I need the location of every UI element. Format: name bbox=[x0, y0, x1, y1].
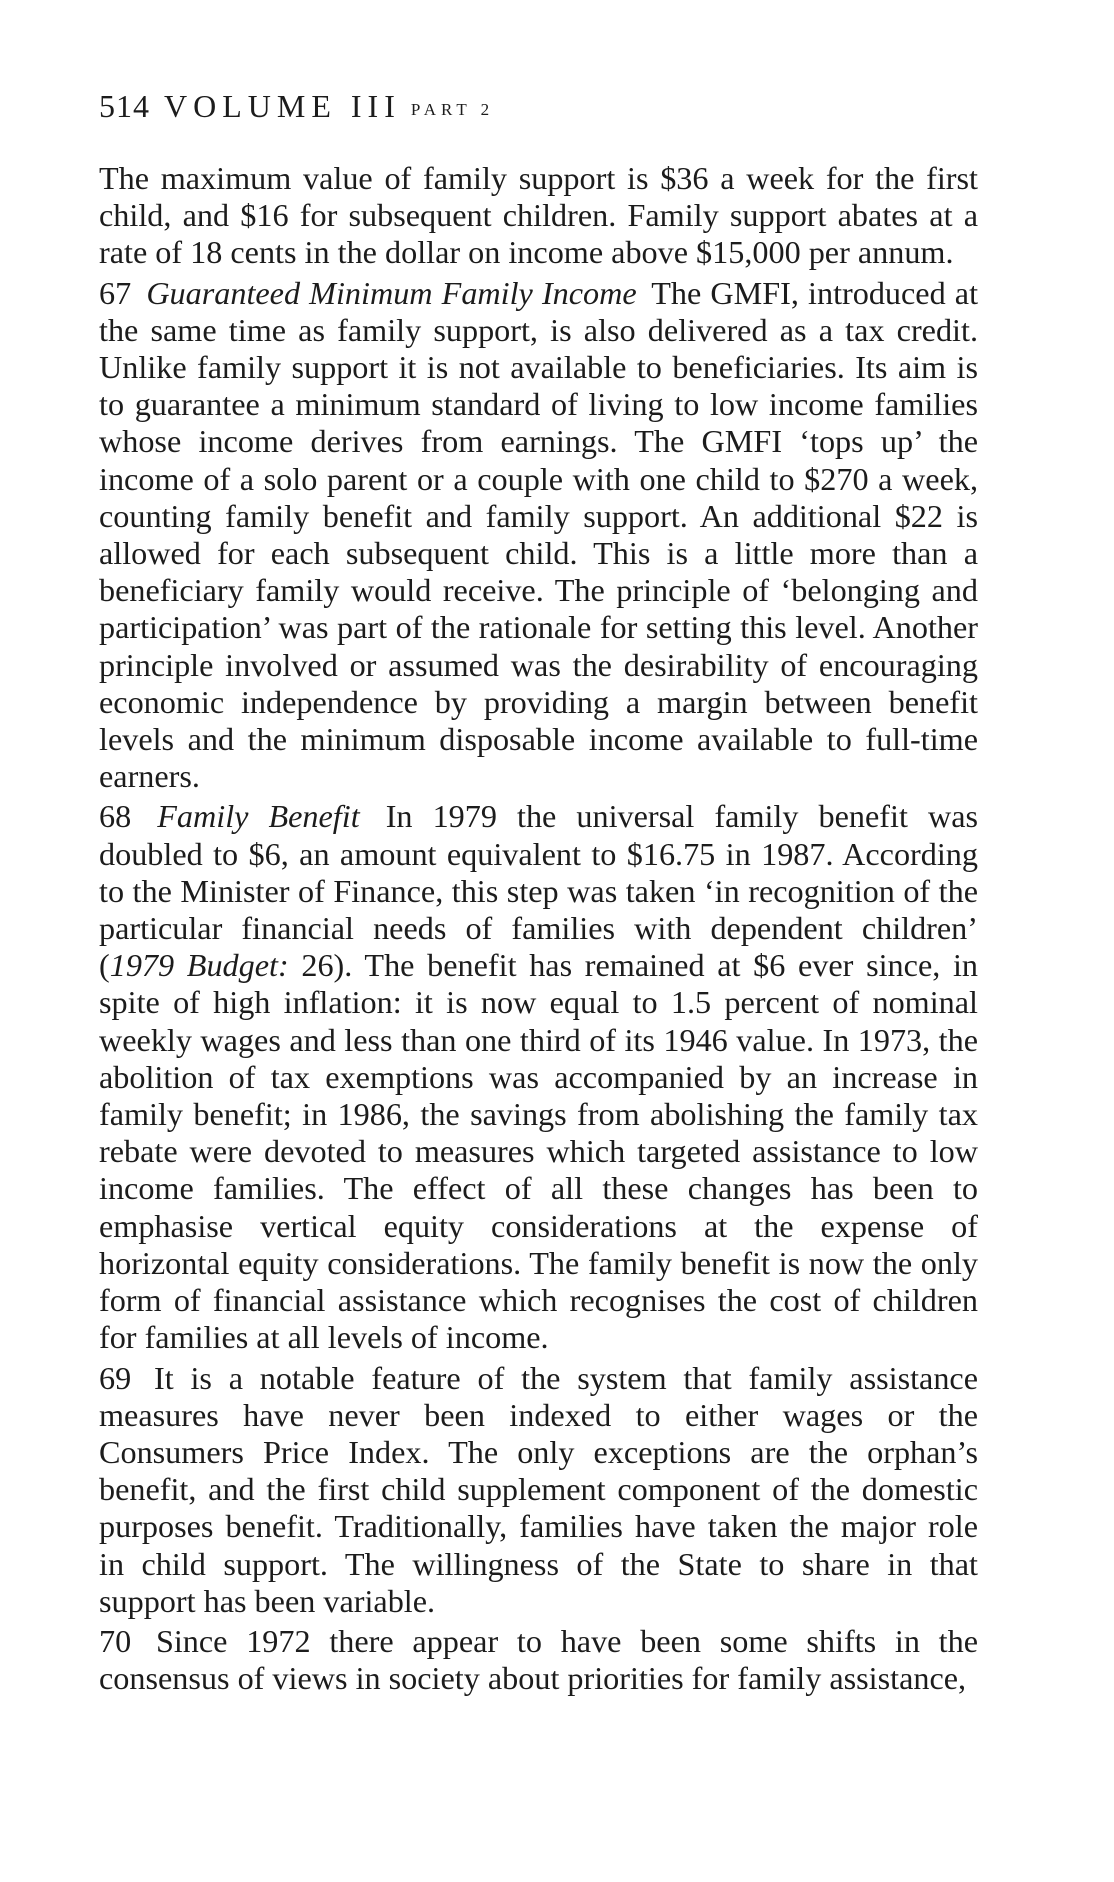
paragraph-69 bbox=[99, 1360, 978, 1620]
paragraph-68 bbox=[99, 798, 978, 1356]
paragraph-heading: Guaranteed Minimum Family Income bbox=[146, 274, 637, 311]
part-label: PART 2 bbox=[410, 100, 495, 119]
paragraph-text: The maximum value of family support is $36 a week for the first child, and $16 for subsequent children. Family support abates at a rate of 18 cents in the dollar on income above $15,000 per annum. bbox=[99, 160, 978, 271]
page-number: 514 bbox=[99, 88, 150, 124]
paragraph-text-continued: 26). The benefit has remained at $6 ever since, in spite of high inflation: it is now equal to 1.5 percent of nominal weekly wages and less than one third of its 1946 value. In 1973, the abolition of tax exemptions was accompanied by an increase in family benefit; in 1986, the savings from abolishing the family tax rebate were devoted to measures which targeted assistance to low income families. The effect of all these changes has been to emphasise vertical equity considerations at the expense of horizontal equity considerations. The family benefit is now the only form of financial assistance which recognises the cost of children for families at all levels of income. bbox=[99, 947, 978, 1356]
volume-label: VOLUME III bbox=[164, 88, 401, 124]
paragraph-number: 70 bbox=[99, 1622, 132, 1659]
paragraph-text: The GMFI, introduced at the same time as family support, is also delivered as a tax credit. Unlike family support it is not available to beneficiaries. Its aim is to guarantee a minimum standard of living to low income families whose income derives from earnings. The GMFI ‘tops up’ the income of a solo parent or a couple with one child to $270 a week, counting family benefit and family support. An additional $22 is allowed for each subsequent child. This is a little more than a beneficiary family would receive. The principle of ‘belonging and participation’ was part of the rationale for setting this level. Another principle involved or assumed was the desirability of encouraging economic independence by providing a margin between benefit levels and the minimum disposable income available to full-time earners. bbox=[99, 274, 979, 795]
paragraph-number: 68 bbox=[99, 798, 132, 835]
document-page bbox=[99, 86, 978, 1700]
citation: 1979 Budget: bbox=[109, 947, 289, 984]
paragraph-text: In 1979 the universal family benefit was doubled to $6, an amount equivalent to $16.75 in 1987. According to the Minister of Finance, this step was taken ‘in recognition of the particular financial needs of families with dependent children’ ( bbox=[99, 798, 979, 984]
paragraph-67 bbox=[99, 275, 978, 796]
running-head bbox=[99, 86, 978, 130]
paragraph-continuation bbox=[99, 160, 978, 272]
paragraph-number: 67 bbox=[99, 274, 132, 311]
paragraph-heading: Family Benefit bbox=[157, 798, 360, 835]
paragraph-number: 69 bbox=[99, 1359, 132, 1396]
paragraph-text: It is a notable feature of the system that family assistance measures have never been indexed to either wages or the Consumers Price Index. The only exceptions are the orphan’s benefit, and the first child supplement component of the domestic purposes benefit. Traditionally, families have taken the major role in child support. The willingness of the State to share in that support has been variable. bbox=[99, 1359, 979, 1619]
paragraph-70 bbox=[99, 1623, 978, 1697]
paragraph-text: Since 1972 there appear to have been some shifts in the consensus of views in society about priorities for family assistance, bbox=[99, 1622, 978, 1697]
